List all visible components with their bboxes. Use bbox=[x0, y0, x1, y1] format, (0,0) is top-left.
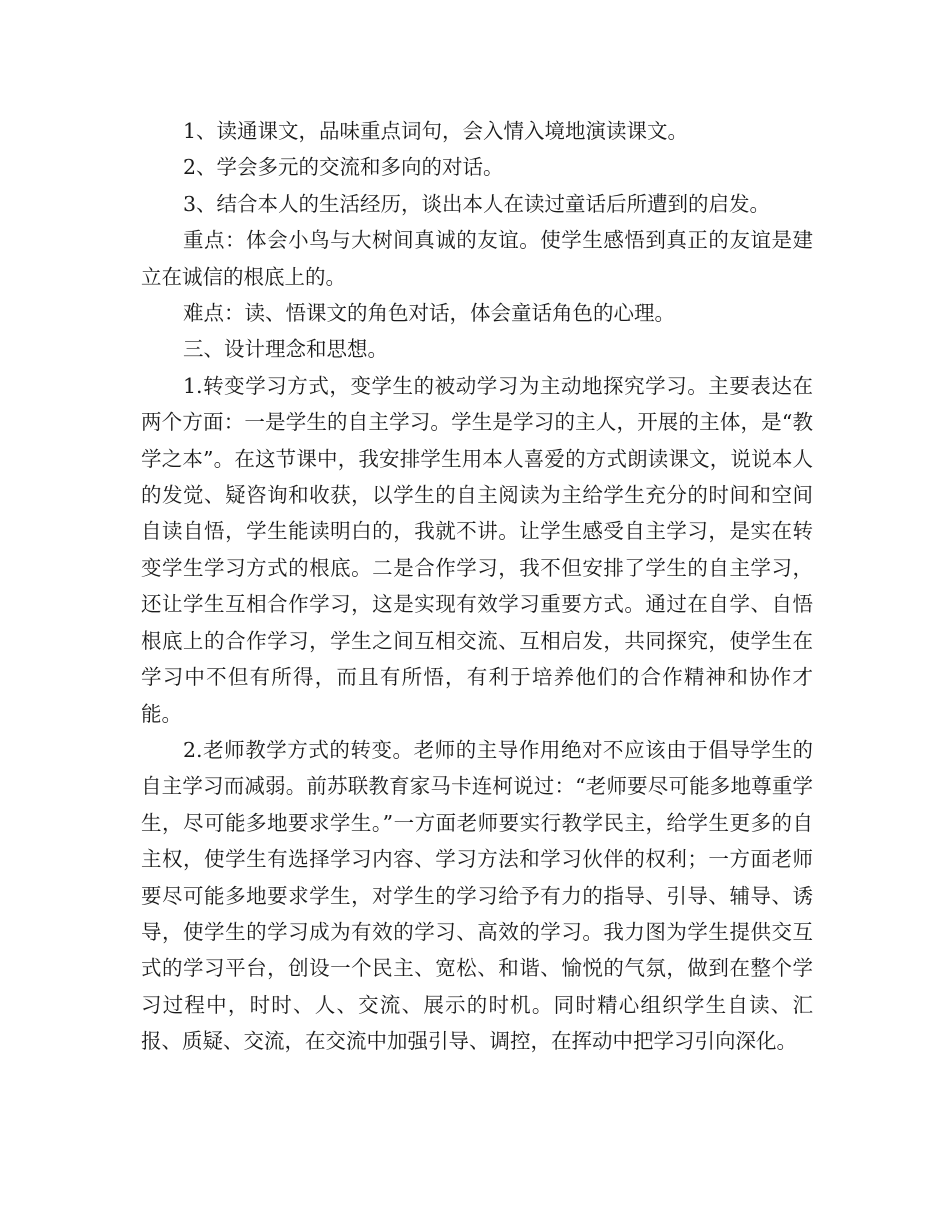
objective-1: 1、读通课文，品味重点词句，会入情入境地演读课文。 bbox=[183, 119, 689, 143]
section-heading-design-concept: 三、设计理念和思想。 bbox=[183, 337, 388, 362]
key-point: 重点：体会小鸟与大树间真诚的友谊。使学生感悟到真正的友谊是建立在诚信的根底上的。 bbox=[141, 228, 813, 289]
objective-2: 2、学会多元的交流和多向的对话。 bbox=[183, 155, 504, 180]
objective-3: 3、结合本人的生活经历，谈出本人在读过童话后所遭到的启发。 bbox=[183, 191, 771, 216]
concept-paragraph-1: 1.转变学习方式，变学生的被动学习为主动地探究学习。主要表达在两个方面：一是学生的自主学习。学生是学习的主人，开展的主体，是“教学之本”。在这节课中，我安排学生用本人喜爱的方式朗读课文，说说本人的发觉、疑咨询和收获，以学生的自主阅读为主给学生充分的时间和空间自读自悟，学生能读明白的，我就不讲。让学生感受自主学习，是实在转变学生学习方式的根底。二是合作学习，我不但安排了学生的自主学习，还让学生互相合作学习，这是实现有效学习重要方式。通过在自学、自悟根底上的合作学习，学生之间互相交流、互相启发，共同探究，使学生在学习中不但有所得，而且有所悟，有利于培养他们的合作精神和协作才能。 bbox=[141, 373, 813, 726]
document-body bbox=[141, 113, 813, 1060]
concept-paragraph-2: 2.老师教学方式的转变。老师的主导作用绝对不应该由于倡导学生的自主学习而减弱。前苏联教育家马卡连柯说过：“老师要尽可能多地尊重学生，尽可能多地要求学生。”一方面老师要实行教学民主，给学生更多的自主权，使学生有选择学习内容、学习方法和学习伙伴的权利；一方面老师要尽可能多地要求学生，对学生的学习给予有力的指导、引导、辅导、诱导，使学生的学习成为有效的学习、高效的学习。我力图为学生提供交互式的学习平台，创设一个民主、宽松、和谐、愉悦的气氛，做到在整个学习过程中，时时、人、交流、展示的时机。同时精心组织学生自读、汇报、质疑、交流，在交流中加强引导、调控，在挥动中把学习引向深化。 bbox=[141, 737, 813, 1054]
difficulty: 难点：读、悟课文的角色对话，体会童话角色的心理。 bbox=[183, 301, 675, 326]
